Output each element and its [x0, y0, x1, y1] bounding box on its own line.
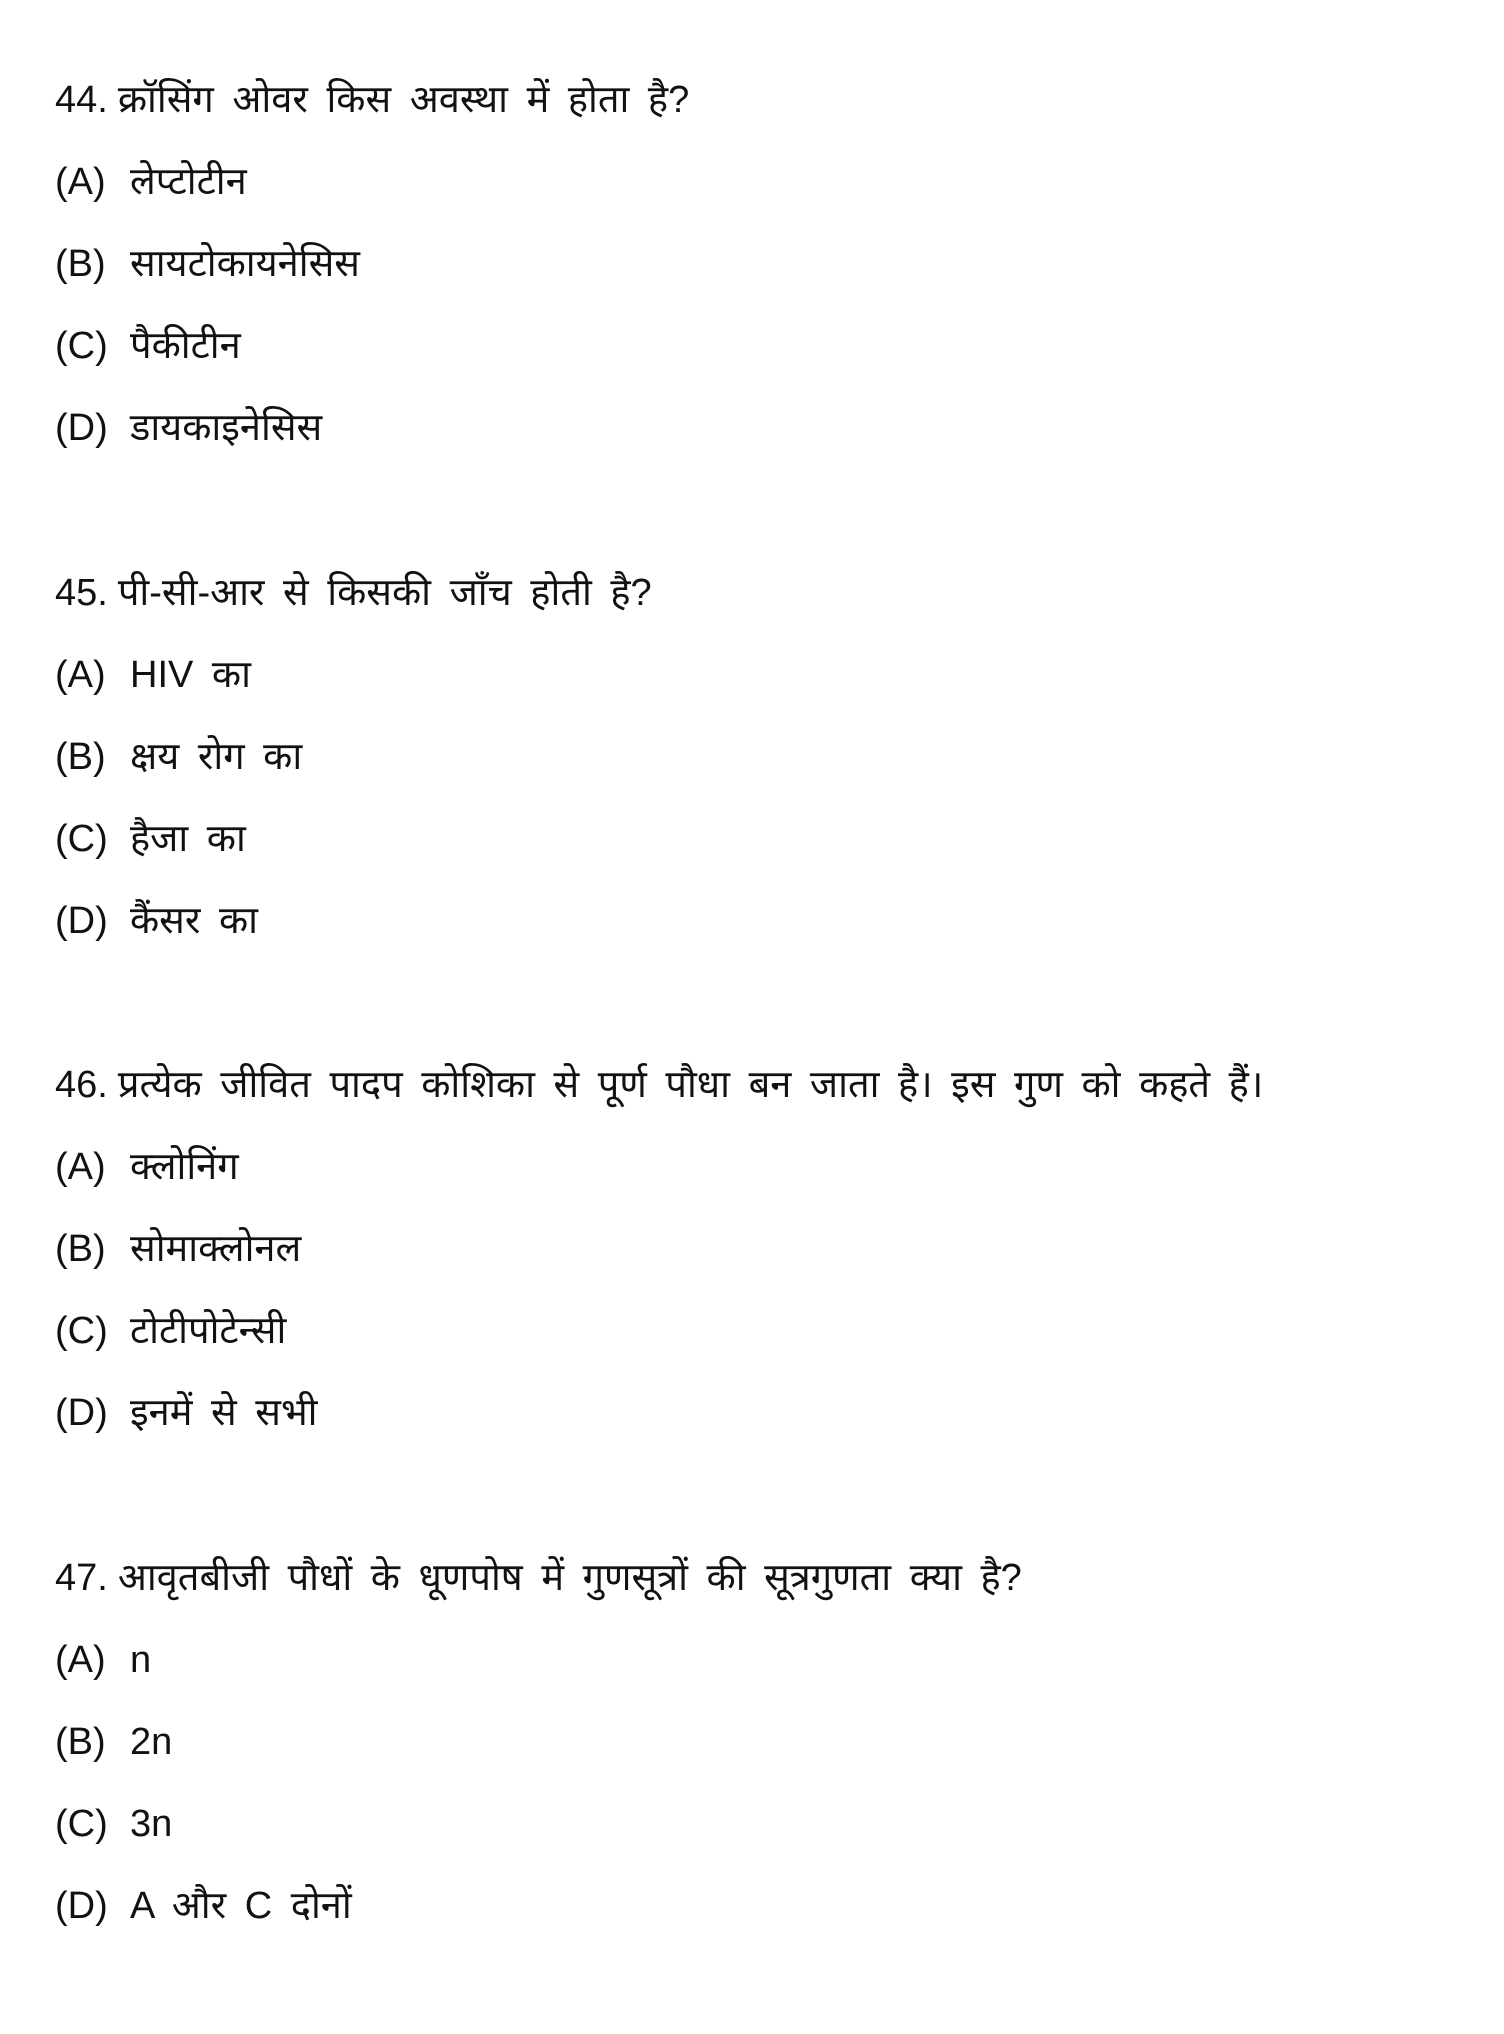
option-letter: (C) [55, 1803, 108, 1845]
question-text: क्रॉसिंग ओवर किस अवस्था में होता है? [117, 79, 690, 121]
option-text: सायटोकायनेसिस [130, 243, 360, 285]
option-letter: (A) [55, 654, 106, 696]
option-text: टोटीपोटेन्सी [130, 1310, 287, 1352]
option-d[interactable] [55, 1881, 1485, 1931]
option-c[interactable] [55, 1306, 1485, 1356]
option-letter: (D) [55, 1885, 108, 1927]
option-text: 2n [130, 1721, 173, 1763]
question-text: पी-सी-आर से किसकी जाँच होती है? [117, 572, 652, 614]
question-46 [55, 1060, 1485, 1438]
question-number: 45. [55, 572, 108, 614]
question-45 [55, 568, 1485, 946]
option-text: इनमें से सभी [130, 1392, 318, 1434]
option-text: A और C दोनों [130, 1885, 352, 1927]
option-letter: (D) [55, 1392, 108, 1434]
option-letter: (A) [55, 1146, 106, 1188]
option-c[interactable] [55, 814, 1485, 864]
option-letter: (B) [55, 243, 106, 285]
question-number: 46. [55, 1064, 108, 1106]
option-text: HIV का [130, 654, 251, 696]
option-text: n [130, 1639, 152, 1681]
option-letter: (D) [55, 407, 108, 449]
option-text: 3n [130, 1803, 173, 1845]
option-text: कैंसर का [130, 900, 258, 942]
option-text: हैजा का [130, 818, 246, 860]
question-44 [55, 75, 1485, 453]
option-letter: (B) [55, 1721, 106, 1763]
option-letter: (A) [55, 161, 106, 203]
question-stem [55, 1060, 1485, 1110]
option-d[interactable] [55, 896, 1485, 946]
option-c[interactable] [55, 1799, 1485, 1849]
option-a[interactable] [55, 1635, 1485, 1685]
option-text: क्षय रोग का [130, 736, 303, 778]
question-stem [55, 568, 1485, 618]
option-letter: (A) [55, 1639, 106, 1681]
option-letter: (D) [55, 900, 108, 942]
option-b[interactable] [55, 239, 1485, 289]
option-text: क्लोनिंग [130, 1146, 239, 1188]
option-text: डायकाइनेसिस [130, 407, 323, 449]
option-c[interactable] [55, 321, 1485, 371]
option-letter: (B) [55, 1228, 106, 1270]
option-letter: (C) [55, 325, 108, 367]
option-letter: (B) [55, 736, 106, 778]
option-b[interactable] [55, 1224, 1485, 1274]
question-number: 44. [55, 79, 108, 121]
question-text: प्रत्येक जीवित पादप कोशिका से पूर्ण पौधा बन जाता है। इस गुण को कहते हैं। [117, 1064, 1264, 1106]
option-text: सोमाक्लोनल [130, 1228, 302, 1270]
option-b[interactable] [55, 1717, 1485, 1767]
option-d[interactable] [55, 403, 1485, 453]
question-number: 47. [55, 1557, 108, 1599]
question-stem [55, 1553, 1485, 1603]
option-text: पैकीटीन [130, 325, 241, 367]
question-stem [55, 75, 1485, 125]
option-letter: (C) [55, 818, 108, 860]
option-a[interactable] [55, 157, 1485, 207]
question-text: आवृतबीजी पौधों के धूणपोष में गुणसूत्रों की सूत्रगुणता क्या है? [117, 1557, 1022, 1599]
option-d[interactable] [55, 1388, 1485, 1438]
option-a[interactable] [55, 650, 1485, 700]
option-b[interactable] [55, 732, 1485, 782]
option-a[interactable] [55, 1142, 1485, 1192]
option-letter: (C) [55, 1310, 108, 1352]
option-text: लेप्टोटीन [130, 161, 247, 203]
question-47 [55, 1553, 1485, 1931]
